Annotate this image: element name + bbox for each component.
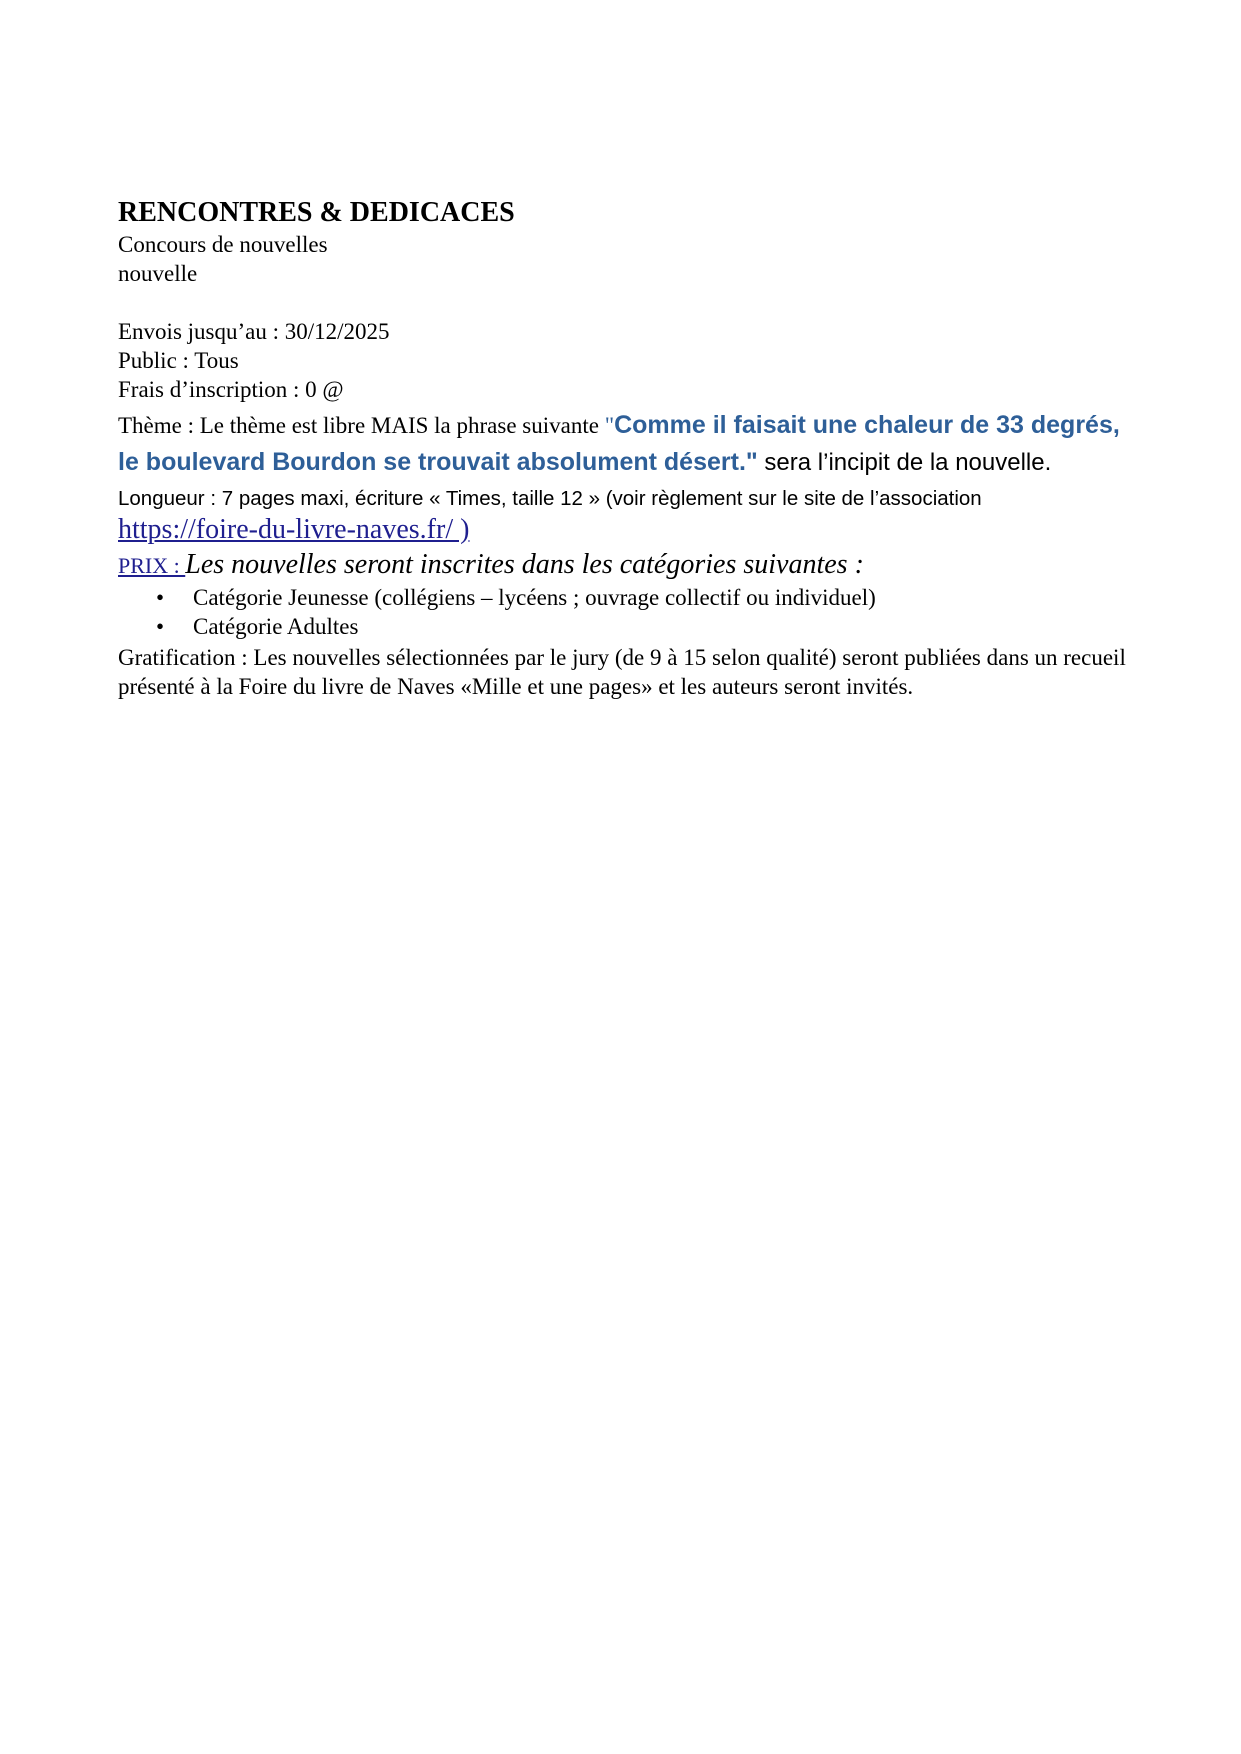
theme-incipit-quote: Comme il faisait une chaleur de 33 degrés, le boulevard Bourdon se trouvait absolument désert.: [118, 411, 1120, 476]
category-jeunesse: Catégorie Jeunesse (collégiens – lycéens ; ouvrage collectif ou individuel): [193, 585, 876, 610]
theme-suffix: sera l’incipit de la nouvelle.: [757, 449, 1052, 476]
list-item: [118, 583, 1138, 612]
theme-prefix: Thème : Le thème est libre MAIS la phrase suivante: [118, 413, 605, 438]
theme-open-quote: ": [604, 413, 615, 438]
list-item: [118, 612, 1138, 641]
association-link[interactable]: https://foire-du-livre-naves.fr/ ): [118, 514, 470, 545]
gratification-paragraph: Gratification : Les nouvelles sélectionnées par le jury (de 9 à 15 selon qualité) seront publiées dans un recueil présenté à la Foire du livre de Naves «Mille et une pages» et les auteurs seront invités.: [118, 645, 1126, 699]
document-page: [118, 196, 1138, 701]
public-audience: Public : Tous: [118, 348, 239, 373]
bullet-icon: •: [156, 614, 165, 639]
subtitle-concours: Concours de nouvelles: [118, 232, 328, 257]
frais-inscription: Frais d’inscription : 0 @: [118, 377, 344, 402]
envois-deadline: Envois jusqu’au : 30/12/2025: [118, 319, 390, 344]
subtitle-nouvelle: nouvelle: [118, 261, 198, 286]
bullet-icon: •: [156, 585, 165, 610]
page-title: RENCONTRES & DEDICACES: [118, 197, 515, 228]
prix-paragraph: [118, 548, 1138, 583]
categories-list: [118, 583, 1138, 641]
theme-paragraph: [118, 407, 1138, 481]
category-adultes: Catégorie Adultes: [193, 614, 359, 639]
theme-close-quote: ": [745, 448, 758, 476]
prix-text: Les nouvelles seront inscrites dans les catégories suivantes :: [185, 549, 864, 580]
longueur-text: Longueur : 7 pages maxi, écriture « Times, taille 12 » (voir règlement sur le site de l’association: [118, 487, 982, 510]
prix-label: PRIX :: [118, 553, 186, 578]
blank-line: [118, 288, 1138, 317]
